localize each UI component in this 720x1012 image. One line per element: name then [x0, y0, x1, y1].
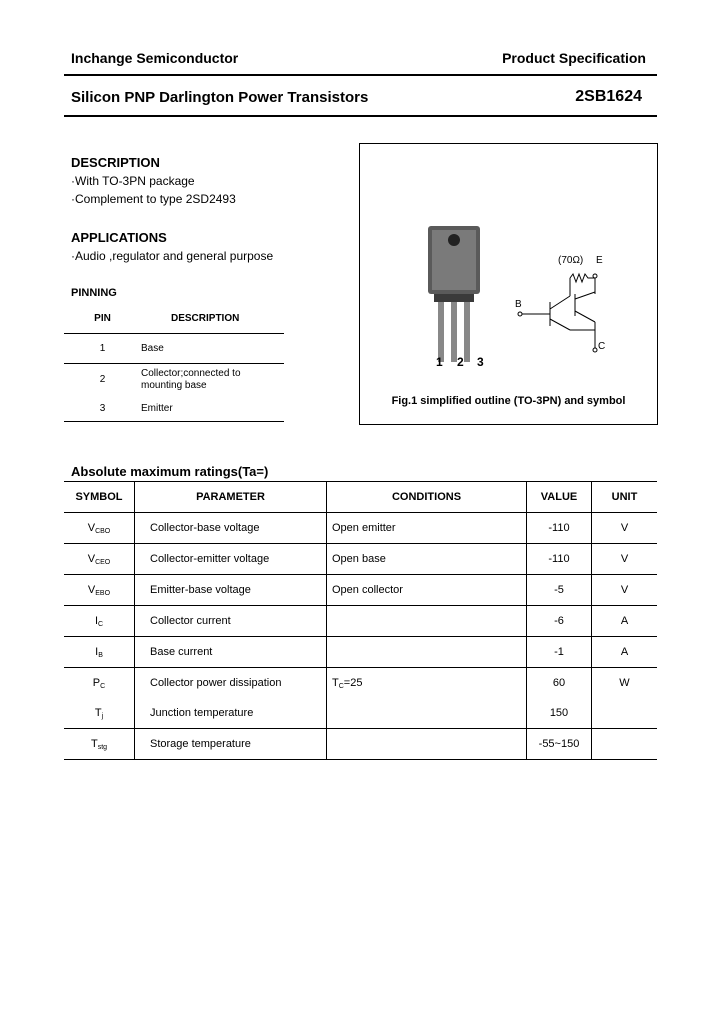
value-cell: -1: [527, 637, 592, 668]
table-row: [64, 575, 657, 606]
table-row: [64, 729, 657, 760]
parameter-cell: Junction temperature: [135, 698, 327, 729]
pin-col-header: PIN: [64, 304, 141, 334]
symbol-cell: $T_j$: [94, 706, 104, 720]
description-title: DESCRIPTION: [71, 155, 160, 170]
table-row: [64, 637, 657, 668]
title-rule: [64, 115, 657, 117]
parameter-cell: Collector current: [135, 606, 327, 637]
bullet-icon: ·: [71, 174, 75, 188]
conditions-cell: $T_C=25$: [327, 668, 527, 699]
desc-col-header: DESCRIPTION: [141, 304, 284, 334]
conditions-cell: Open base: [327, 544, 527, 575]
parameter-cell: Emitter-base voltage: [135, 575, 327, 606]
unit-cell: W: [592, 668, 658, 699]
bullet-icon: ·: [71, 192, 75, 206]
value-cell: 150: [527, 698, 592, 729]
table-row: 2 Collector;connected to mounting base: [99, 367, 241, 391]
symbol-cell: $P_C$: [64, 668, 135, 699]
part-number: 2SB1624: [575, 88, 642, 105]
parameter-cell: Storage temperature: [135, 729, 327, 760]
table-row: [64, 606, 657, 637]
ratings-table: [64, 481, 657, 760]
figure-box: [359, 143, 658, 425]
to3pn-package-image: [420, 226, 490, 366]
symbol-cell: $V_{CEO}$: [64, 544, 135, 575]
applications-item: ·Audio ,regulator and general purpose: [71, 249, 274, 263]
table-row: [64, 513, 657, 544]
table-row: [64, 668, 657, 699]
table-row: [64, 698, 657, 729]
unit-cell: V: [592, 544, 658, 575]
symbol-b-label: B: [515, 299, 522, 310]
symbol-cell: $V_{CBO}$: [64, 513, 135, 544]
conditions-cell: [327, 637, 527, 668]
parameter-cell: Collector-base voltage: [135, 513, 327, 544]
product-title: Silicon PNP Darlington Power Transistors: [71, 89, 369, 106]
description-item: ·With TO-3PN package: [71, 174, 195, 188]
value-col-header: VALUE: [527, 482, 592, 513]
conditions-cell: [327, 698, 527, 729]
pin-number-3: 3: [477, 355, 484, 369]
figure-caption: Fig.1 simplified outline (TO-3PN) and symbol: [391, 395, 626, 407]
bullet-icon: ·: [71, 249, 75, 263]
conditions-cell: Open collector: [327, 575, 527, 606]
doc-type: Product Specification: [502, 50, 646, 66]
pin-number-2: 2: [457, 355, 464, 369]
table-row: 1 Base: [64, 334, 284, 364]
value-cell: -6: [527, 606, 592, 637]
parameter-cell: Base current: [135, 637, 327, 668]
description-item: ·Complement to type 2SD2493: [71, 192, 236, 206]
ratings-title: Absolute maximum ratings(Ta=): [71, 464, 269, 479]
value-cell: -110: [527, 544, 592, 575]
parameter-col-header: PARAMETER: [135, 482, 327, 513]
conditions-cell: [327, 606, 527, 637]
unit-cell: [592, 698, 658, 729]
value-cell: -5: [527, 575, 592, 606]
parameter-cell: Collector power dissipation: [135, 668, 327, 699]
symbol-resistor-label: (70Ω): [558, 255, 584, 266]
value-cell: -110: [527, 513, 592, 544]
symbol-c-label: C: [598, 341, 606, 352]
symbol-e-label: E: [596, 255, 603, 266]
symbol-col-header: SYMBOL: [64, 482, 135, 513]
unit-cell: A: [592, 606, 658, 637]
pinning-table: [64, 304, 284, 422]
applications-title: APPLICATIONS: [71, 230, 167, 245]
unit-col-header: UNIT: [592, 482, 658, 513]
unit-cell: V: [592, 575, 658, 606]
value-cell: 60: [527, 668, 592, 699]
symbol-cell: $T_{stg}$: [64, 729, 135, 760]
table-row: 3 Emitter: [64, 396, 284, 422]
conditions-cell: [327, 729, 527, 760]
symbol-cell: $I_B$: [64, 637, 135, 668]
header-rule: [64, 74, 657, 76]
symbol-cell: $I_C$: [64, 606, 135, 637]
conditions-col-header: CONDITIONS: [327, 482, 527, 513]
table-row: [64, 544, 657, 575]
conditions-cell: Open emitter: [327, 513, 527, 544]
parameter-cell: Collector-emitter voltage: [135, 544, 327, 575]
value-cell: -55~150: [527, 729, 592, 760]
pin-number-1: 1: [436, 355, 443, 369]
unit-cell: A: [592, 637, 658, 668]
unit-cell: [592, 729, 658, 760]
pinning-title: PINNING: [71, 287, 117, 299]
unit-cell: V: [592, 513, 658, 544]
company-name: Inchange Semiconductor: [71, 50, 239, 66]
symbol-cell: $V_{EBO}$: [64, 575, 135, 606]
